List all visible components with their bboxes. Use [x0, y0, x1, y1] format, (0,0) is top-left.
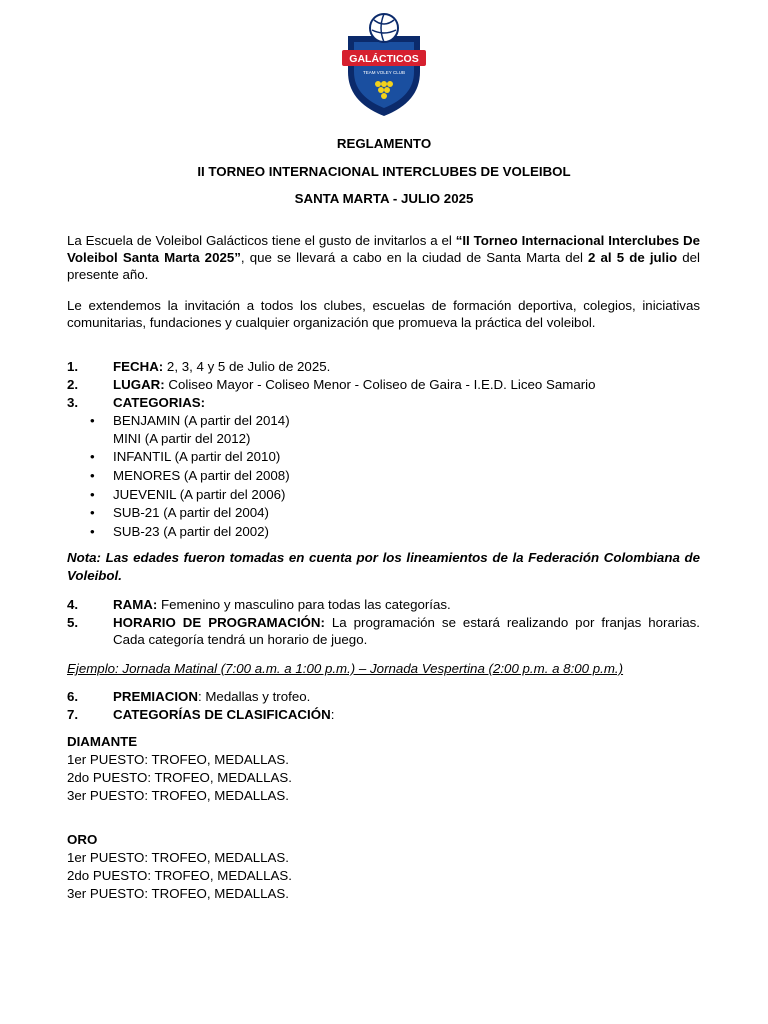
- intro-text-c: , que se llevará a cabo en la ciudad de Santa Marta del: [240, 250, 589, 265]
- prize-line: 1er PUESTO: TROFEO, MEDALLAS.: [67, 850, 289, 865]
- item-number: 4.: [67, 597, 79, 612]
- ejemplo-line: Ejemplo: Jornada Matinal (7:00 a.m. a 1:00 p.m.) – Jornada Vespertina (2:00 p.m. a 8:00 p.m.): [67, 661, 624, 676]
- nota-paragraph: Nota: Las edades fueron tomadas en cuenta por los lineamientos de la Federación Colombiana de Voleibol.: [67, 550, 700, 583]
- category-item: MINI (A partir del 2012): [113, 431, 251, 446]
- intro-text-a: La Escuela de Voleibol Galácticos tiene el gusto de invitarlos a el: [67, 233, 456, 248]
- bullet-dot: •: [90, 413, 95, 428]
- galacticos-logo: [338, 10, 430, 118]
- intro-tournament-name: “II Torneo Internacional Interclubes De Voleibol Santa Marta 2025”: [67, 233, 701, 265]
- item-text: 2, 3, 4 y 5 de Julio de 2025.: [163, 359, 331, 374]
- bullet-dot: •: [90, 505, 95, 520]
- item-text: La programación se estará realizando por franjas horarias. Cada categoría tendrá un horario de juego.: [113, 615, 700, 647]
- category-item: JUEVENIL (A partir del 2006): [113, 487, 286, 502]
- section-heading: DIAMANTE: [67, 734, 138, 749]
- intro-text-e: del presente año.: [67, 250, 700, 282]
- category-item: SUB-23 (A partir del 2002): [113, 524, 269, 539]
- item-content: [113, 688, 700, 705]
- logo-subtext: TEAM VOLEY CLUB: [363, 70, 405, 75]
- item-text: Femenino y masculino para todas las categorías.: [157, 597, 451, 612]
- category-item: MENORES (A partir del 2008): [113, 468, 290, 483]
- section-heading: ORO: [67, 832, 98, 847]
- invitation-paragraph: Le extendemos la invitación a todos los clubes, escuelas de formación deportiva, colegios, iniciativas comunitarias, fundaciones y cualquier organización que promueva la práctica del voleibol.: [67, 298, 700, 330]
- prize-line: 1er PUESTO: TROFEO, MEDALLAS.: [67, 752, 289, 767]
- prize-line: 2do PUESTO: TROFEO, MEDALLAS.: [67, 868, 292, 883]
- item-number: 5.: [67, 615, 79, 630]
- item-label: LUGAR:: [113, 377, 165, 392]
- item-number: 3.: [67, 395, 79, 410]
- bullet-dot: •: [90, 449, 95, 464]
- section-oro: [67, 831, 292, 903]
- item-number: 6.: [67, 689, 79, 704]
- section-diamante: [67, 733, 292, 805]
- bullet-dot: •: [90, 524, 95, 539]
- item-label: PREMIACION: [113, 689, 198, 704]
- logo-wordmark: GALÁCTICOS: [349, 53, 419, 65]
- item-label: HORARIO DE PROGRAMACIÓN:: [113, 615, 325, 630]
- prize-line: 2do PUESTO: TROFEO, MEDALLAS.: [67, 770, 292, 785]
- item-label: FECHA:: [113, 359, 164, 374]
- item-label: CATEGORIAS:: [113, 395, 206, 410]
- item-text: : Medallas y trofeo.: [197, 689, 311, 704]
- category-item: INFANTIL (A partir del 2010): [113, 449, 281, 464]
- intro-paragraph: [67, 232, 700, 283]
- title-santa-marta: SANTA MARTA - JULIO 2025: [294, 191, 474, 206]
- title-torneo: II TORNEO INTERNACIONAL INTERCLUBES DE VOLEIBOL: [197, 164, 571, 179]
- category-item: BENJAMIN (A partir del 2014): [113, 413, 290, 428]
- item-number: 2.: [67, 377, 79, 392]
- item-number: 7.: [67, 707, 79, 722]
- item-content: [113, 376, 700, 393]
- bullet-dot: •: [90, 468, 95, 483]
- bullet-dot: •: [90, 487, 95, 502]
- item-content: [113, 706, 700, 723]
- item-label: CATEGORÍAS DE CLASIFICACIÓN: [113, 707, 331, 722]
- item-content: [113, 614, 700, 648]
- category-item: SUB-21 (A partir del 2004): [113, 505, 269, 520]
- prize-line: 3er PUESTO: TROFEO, MEDALLAS.: [67, 886, 289, 901]
- item-text: Coliseo Mayor - Coliseo Menor - Coliseo de Gaira - I.E.D. Liceo Samario: [164, 377, 596, 392]
- item-content: [113, 394, 700, 411]
- item-content: [113, 358, 700, 375]
- prize-line: 3er PUESTO: TROFEO, MEDALLAS.: [67, 788, 289, 803]
- item-number: 1.: [67, 359, 79, 374]
- item-label: RAMA:: [113, 597, 158, 612]
- title-reglamento: REGLAMENTO: [336, 136, 432, 151]
- intro-dates: 2 al 5 de julio: [588, 250, 678, 265]
- item-content: [113, 596, 700, 613]
- item-text: :: [330, 707, 335, 722]
